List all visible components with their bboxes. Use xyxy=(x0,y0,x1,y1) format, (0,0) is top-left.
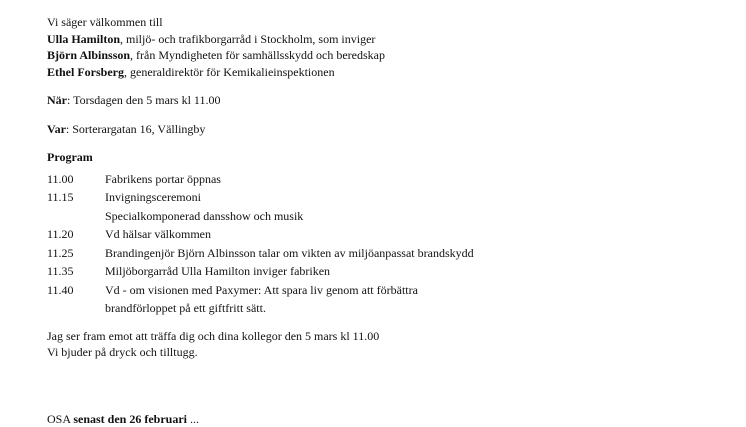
program-time: 11.00 xyxy=(47,171,74,186)
program-time: 11.25 xyxy=(47,245,74,260)
osa-line-cutoff: OSA senast den 26 februari ... xyxy=(47,412,200,426)
program-heading: Program xyxy=(47,150,93,164)
when-label: När xyxy=(47,93,67,107)
host-line xyxy=(47,64,727,81)
when-line xyxy=(47,92,727,109)
program-desc: Invigningsceremoni Specialkomponerad dansshow och musik xyxy=(105,190,304,223)
host-name: Björn Albinsson xyxy=(47,48,131,62)
welcome-line: Vi säger välkommen till xyxy=(47,15,163,29)
where-value: : Sorterargatan 16, Vällingby xyxy=(65,121,206,136)
program-item xyxy=(47,188,727,225)
closing-line: Vi bjuder på dryck och tilltugg. xyxy=(47,345,198,359)
where-label: Var xyxy=(47,121,66,136)
program-desc: Vd hälsar välkommen xyxy=(105,227,211,241)
host-name: Ulla Hamilton xyxy=(47,31,121,46)
program-time: 11.20 xyxy=(47,227,74,241)
when-value: : Torsdagen den 5 mars kl 11.00 xyxy=(67,93,221,107)
program-item xyxy=(47,170,727,189)
program-desc: Brandingenjör Björn Albinsson talar om vikten av miljöanpassat brandskydd xyxy=(105,245,474,260)
program-time: 11.40 xyxy=(47,282,74,297)
program-item xyxy=(47,281,727,318)
program-item xyxy=(47,262,727,281)
host-line xyxy=(47,47,727,64)
program-item xyxy=(47,225,727,244)
host-role: , generaldirektör för Kemikalieinspektionen xyxy=(124,64,335,79)
closing-line: Jag ser fram emot att träffa dig och dina kollegor den 5 mars kl 11.00 xyxy=(47,328,380,343)
program-time: 11.35 xyxy=(47,264,74,278)
intro-section xyxy=(47,14,727,80)
invitation-document xyxy=(47,14,727,361)
program-desc: Vd - om visionen med Paxymer: Att spara liv genom att förbättra brandförloppet på ett giftfritt sätt. xyxy=(105,282,418,315)
program-list xyxy=(47,170,727,318)
program-item xyxy=(47,244,727,263)
host-line xyxy=(47,31,727,48)
program-desc: Miljöborgarråd Ulla Hamilton inviger fabriken xyxy=(105,264,331,278)
program-desc: Fabrikens portar öppnas xyxy=(105,171,221,186)
host-role: , miljö- och trafikborgarråd i Stockholm, som inviger xyxy=(120,31,376,46)
program-time: 11.15 xyxy=(47,190,74,204)
closing-section xyxy=(47,328,727,361)
host-role: , från Myndigheten för samhällsskydd och beredskap xyxy=(130,48,385,62)
host-name: Ethel Forsberg xyxy=(47,64,124,79)
where-line xyxy=(47,121,727,138)
